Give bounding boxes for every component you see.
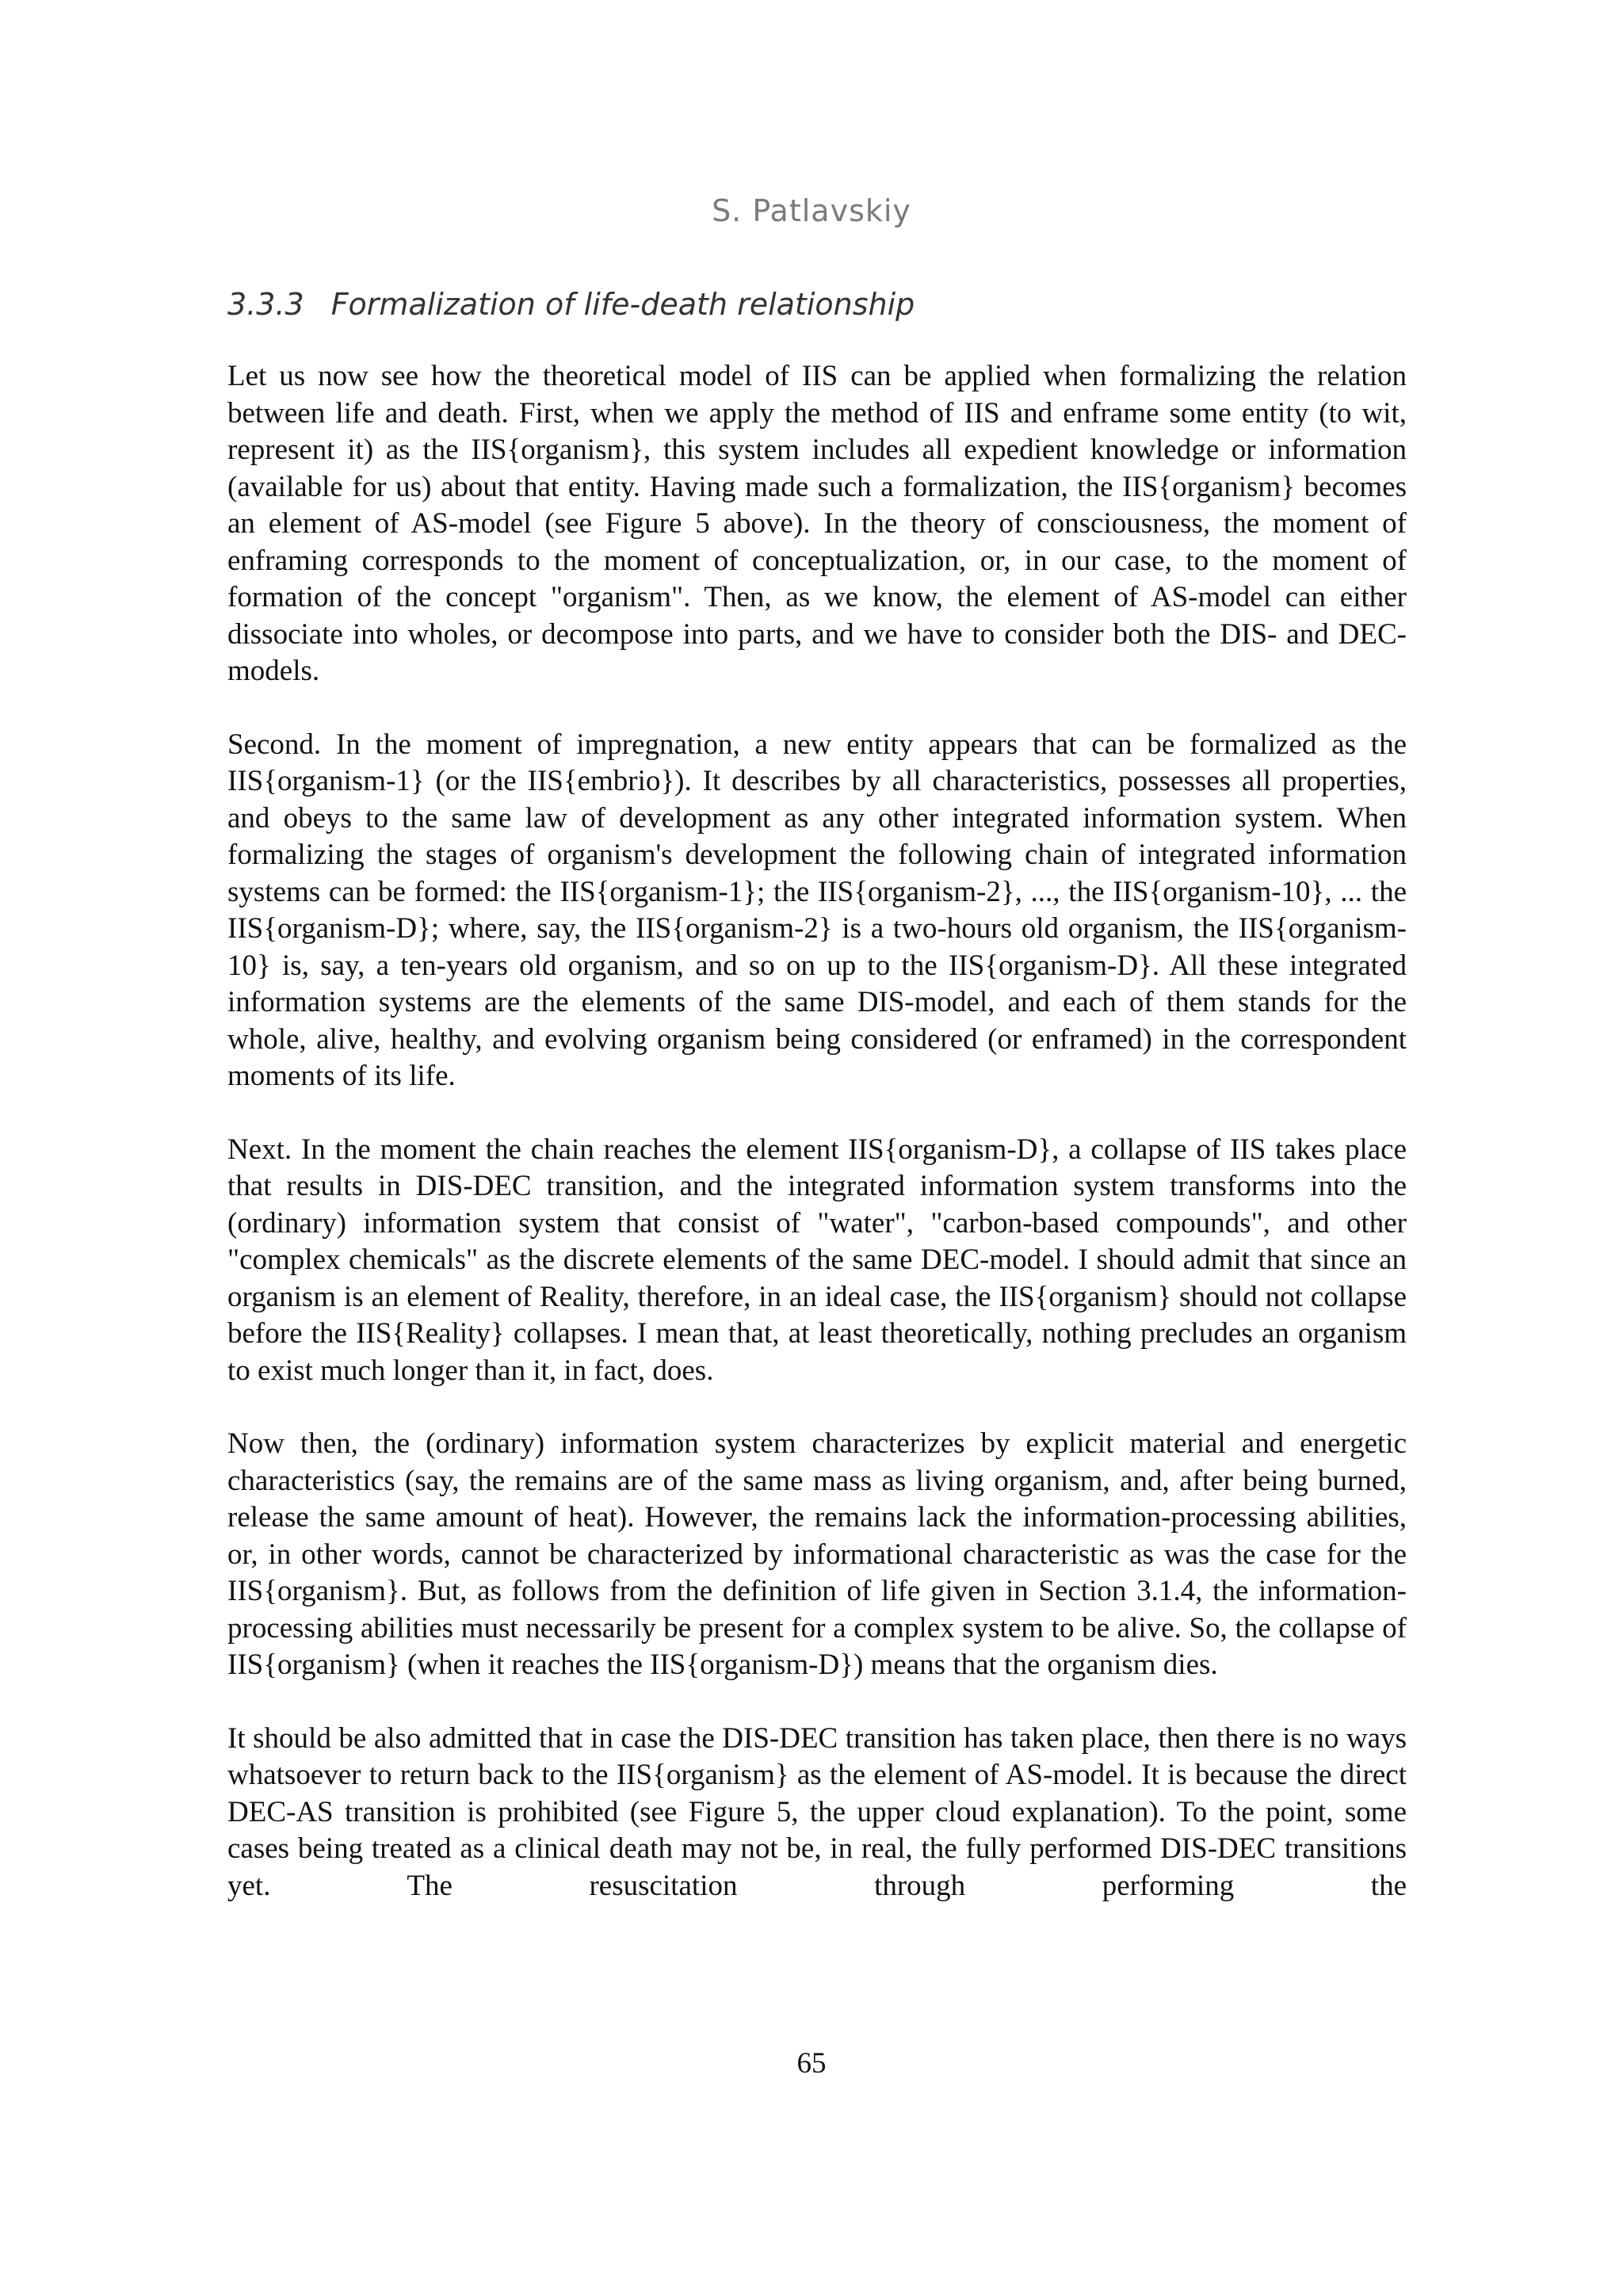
paragraph-1: Let us now see how the theoretical model of IIS can be applied when formalizing the relation between life and death. First, when we apply the method of IIS and enframe some entity (to wit, represent it) as the IIS{organism}, this system includes all expedient knowledge or information (available for us) about that entity. Having made such a formalization, the IIS{organism} becomes an element of AS-model (see Figure 5 above). In the theory of consciousness, the moment of enframing corresponds to the moment of conceptualization, or, in our case, to the moment of formation of the concept "organism". Then, as we know, the element of AS-model can either dissociate into wholes, or decompose into parts, and we have to consider both the DIS- and DEC-models.	[227, 360, 1407, 687]
paragraph-4: Now then, the (ordinary) information system characterizes by explicit material and energetic characteristics (say, the remains are of the same mass as living organism, and, after being burned, release the same amount of heat). However, the remains lack the information-processing abilities, or, in other words, cannot be characterized by informational characteristic as was the case for the IIS{organism}. But, as follows from the definition of life given in Section 3.1.4, the information-processing abilities must necessarily be present for a complex system to be alive. So, the collapse of IIS{organism} (when it reaches the IIS{organism-D}) means that the organism dies.	[227, 1427, 1407, 1681]
page-number: 65	[796, 2047, 827, 2080]
paragraph-5: It should be also admitted that in case the DIS-DEC transition has taken place, then there is no ways whatsoever to return back to the IIS{organism} as the element of AS-model. It is because the direct DEC-AS transition is prohibited (see Figure 5, the upper cloud explanation). To the point, some cases being treated as a clinical death may not be, in real, the fully performed DIS-DEC transitions yet. The resuscitation through performing the	[227, 1721, 1407, 1902]
section-title: Formalization of life-death relationship	[330, 287, 915, 322]
paragraph-3: Next. In the moment the chain reaches the element IIS{organism-D}, a collapse of IIS takes place that results in DIS-DEC transition, and the integrated information system transforms into the (ordinary) information system that consist of "water", "carbon-based compounds", and other "complex chemicals" as the discrete elements of the same DEC-model. I should admit that since an organism is an element of Reality, therefore, in an ideal case, the IIS{organism} should not collapse before the IIS{Reality} collapses. I mean that, at least theoretically, nothing precludes an organism to exist much longer than it, in fact, does.	[227, 1133, 1407, 1387]
section-heading	[227, 287, 915, 322]
running-head-author: S. Patlavskiy	[712, 193, 911, 228]
section-number: 3.3.3	[227, 287, 304, 322]
paragraph-2: Second. In the moment of impregnation, a new entity appears that can be formalized as the IIS{organism-1} (or the IIS{embrio}). It describes by all characteristics, possesses all properties, and obeys to the same law of development as any other integrated information system. When formalizing the stages of organism's development the following chain of integrated information systems can be formed: the IIS{organism-1}; the IIS{organism-2}, ..., the IIS{organism-10}, ... the IIS{organism-D}; where, say, the IIS{organism-2} is a two-hours old organism, the IIS{organism-10} is, say, a ten-years old organism, and so on up to the IIS{organism-D}. All these integrated information systems are the elements of the same DIS-model, and each of them stands for the whole, alive, healthy, and evolving organism being considered (or enframed) in the correspondent moments of its life.	[227, 728, 1407, 1092]
body-text	[227, 358, 1407, 1904]
